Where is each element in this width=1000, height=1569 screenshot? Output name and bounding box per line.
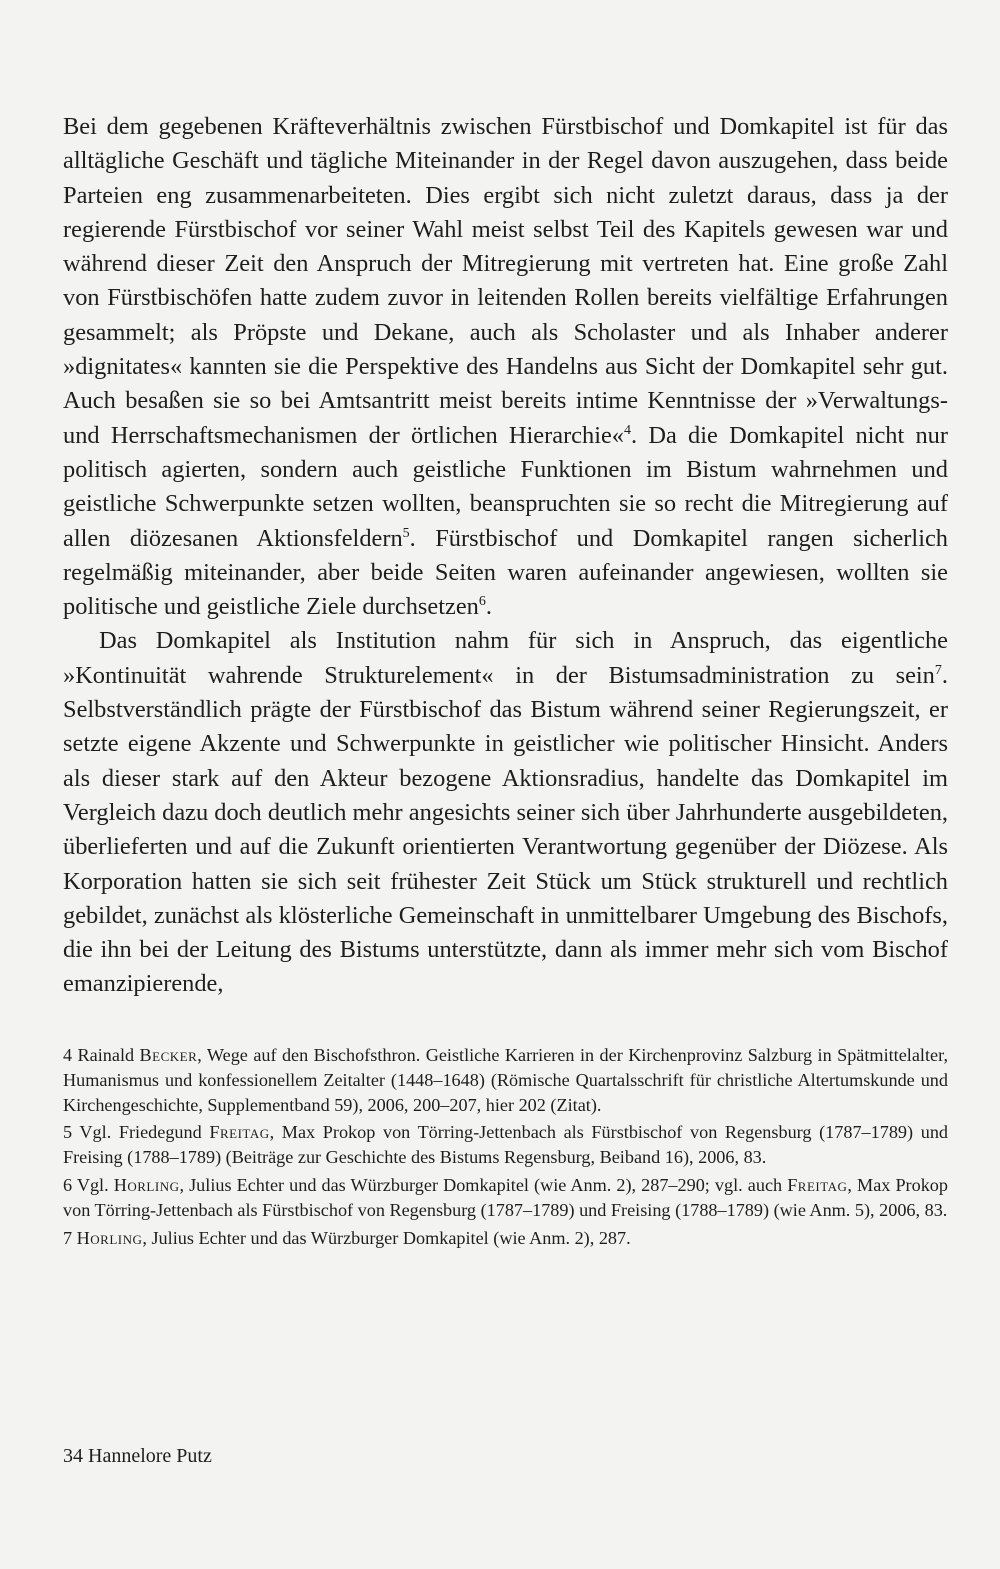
footnotes [63, 1043, 948, 1253]
author-surname: Horling [113, 1174, 180, 1195]
running-author: Hannelore Putz [88, 1445, 212, 1467]
footnote [63, 1043, 948, 1117]
author-surname: Freitag [209, 1122, 270, 1143]
text-run: , Julius Echter und das Würzburger Domkapitel (wie Anm. 2), 287. [142, 1227, 631, 1248]
author-surname: Horling [76, 1227, 143, 1248]
author-surname: Becker [139, 1045, 198, 1065]
text-run: Das Domkapitel als Institution nahm für sich in Anspruch, das eigentliche »Kontinuität wahrende Strukturelement« in der Bistumsadministration zu sein [63, 627, 948, 689]
footnote-ref: 6 [478, 594, 486, 610]
text-run: . Fürstbischof und Domkapitel rangen sicherlich regelmäßig miteinander, aber beide Seiten waren aufeinander angewiesen, wollten sie politische und geistliche Ziele durchsetzen [63, 524, 948, 621]
page-number: 34 [63, 1445, 83, 1467]
body-paragraph [63, 624, 948, 1001]
text-run: , Wege auf den Bischofsthron. Geistliche Karrieren in der Kirchenprovinz Salzburg in Spätmittelalter, Humanismus und konfessionellem Zeitalter (1448–1648) (Römische Quartalsschrift für christliche Altertumskunde und Kirchengeschichte, Supplementband 59), 2006, 200–207, hier 202 (Zitat). [63, 1045, 948, 1115]
text-run: , Julius Echter und das Würzburger Domkapitel (wie Anm. 2), 287–290; vgl. auch [179, 1174, 788, 1195]
text-run: 5 Vgl. Friedegund [63, 1122, 210, 1143]
text-run: 6 Vgl. [63, 1174, 114, 1195]
author-surname: Freitag [787, 1174, 848, 1195]
footnote [63, 1226, 948, 1251]
footnote-ref: 4 [624, 422, 632, 438]
text-run: 4 Rainald [63, 1045, 140, 1065]
body-paragraph [63, 110, 948, 624]
text-run: , Max Prokop von Törring-Jettenbach als Fürstbischof von Regensburg (1787–1789) und Freising (1788–1789) (wie Anm. 5), 2006, 83. [63, 1174, 948, 1220]
main-text [63, 110, 948, 1002]
page-footer [63, 1444, 212, 1468]
text-run: . [485, 593, 492, 621]
text-run: Bei dem gegebenen Kräfteverhältnis zwischen Fürstbischof und Domkapitel ist für das alltägliche Geschäft und tägliche Miteinander in der Regel davon auszugehen, dass beide Parteien eng zusammenarbeiteten. Dies ergibt sich nicht zuletzt daraus, dass ja der regierende Fürstbischof vor seiner Wahl meist selbst Teil des Kapitels gewesen war und während dieser Zeit den Anspruch der Mitregierung mit vertreten hat. Eine große Zahl von Fürstbischöfen hatte zudem zuvor in leitenden Rollen bereits vielfältige Erfahrungen gesammelt; als Pröpste und Dekane, auch als Scholaster und als Inhaber anderer »dignitates« kannten sie die Perspektive des Handelns aus Sicht der Domkapitel sehr gut. Auch besaßen sie so bei Amtsantritt meist bereits intime Kenntnisse der »Verwaltungs- und Herrschaftsmechanismen der örtlichen Hierarchie« [63, 113, 948, 449]
footnote [63, 1120, 948, 1170]
text-run: . Da die Domkapitel nicht nur politisch agierten, sondern auch geistliche Funktionen im Bistum wahrnehmen und geistliche Schwerpunkte setzen wollten, beanspruchten sie so recht die Mitregierung auf allen diözesanen Aktionsfeldern [63, 421, 948, 552]
text-run: , Max Prokop von Törring-Jettenbach als Fürstbischof von Regensburg (1787–1789) und Freising (1788–1789) (Beiträge zur Geschichte des Bistums Regensburg, Beiband 16), 2006, 83. [63, 1122, 949, 1168]
footnote [63, 1173, 948, 1223]
text-run: . Selbstverständlich prägte der Fürstbischof das Bistum während seiner Regierungszeit, er setzte eigene Akzente und Schwerpunkte in geistlicher wie politischer Hinsicht. Anders als dieser stark auf den Akteur bezogene Aktionsradius, handelte das Domkapitel im Vergleich dazu doch deutlich mehr angesichts seiner sich über Jahrhunderte ausgebildeten, überlieferten und auf die Zukunft orientierten Verantwortung gegenüber der Diözese. Als Korporation hatten sie sich seit frühester Zeit Stück um Stück strukturell und rechtlich gebildet, zunächst als klösterliche Gemeinschaft in unmittelbarer Umgebung des Bischofs, die ihn bei der Leitung des Bistums unterstützte, dann als immer mehr sich vom Bischof emanzipierende, [63, 661, 948, 998]
text-run: 7 [63, 1227, 77, 1248]
footnote-ref: 7 [934, 662, 942, 678]
footnote-ref: 5 [402, 525, 410, 541]
